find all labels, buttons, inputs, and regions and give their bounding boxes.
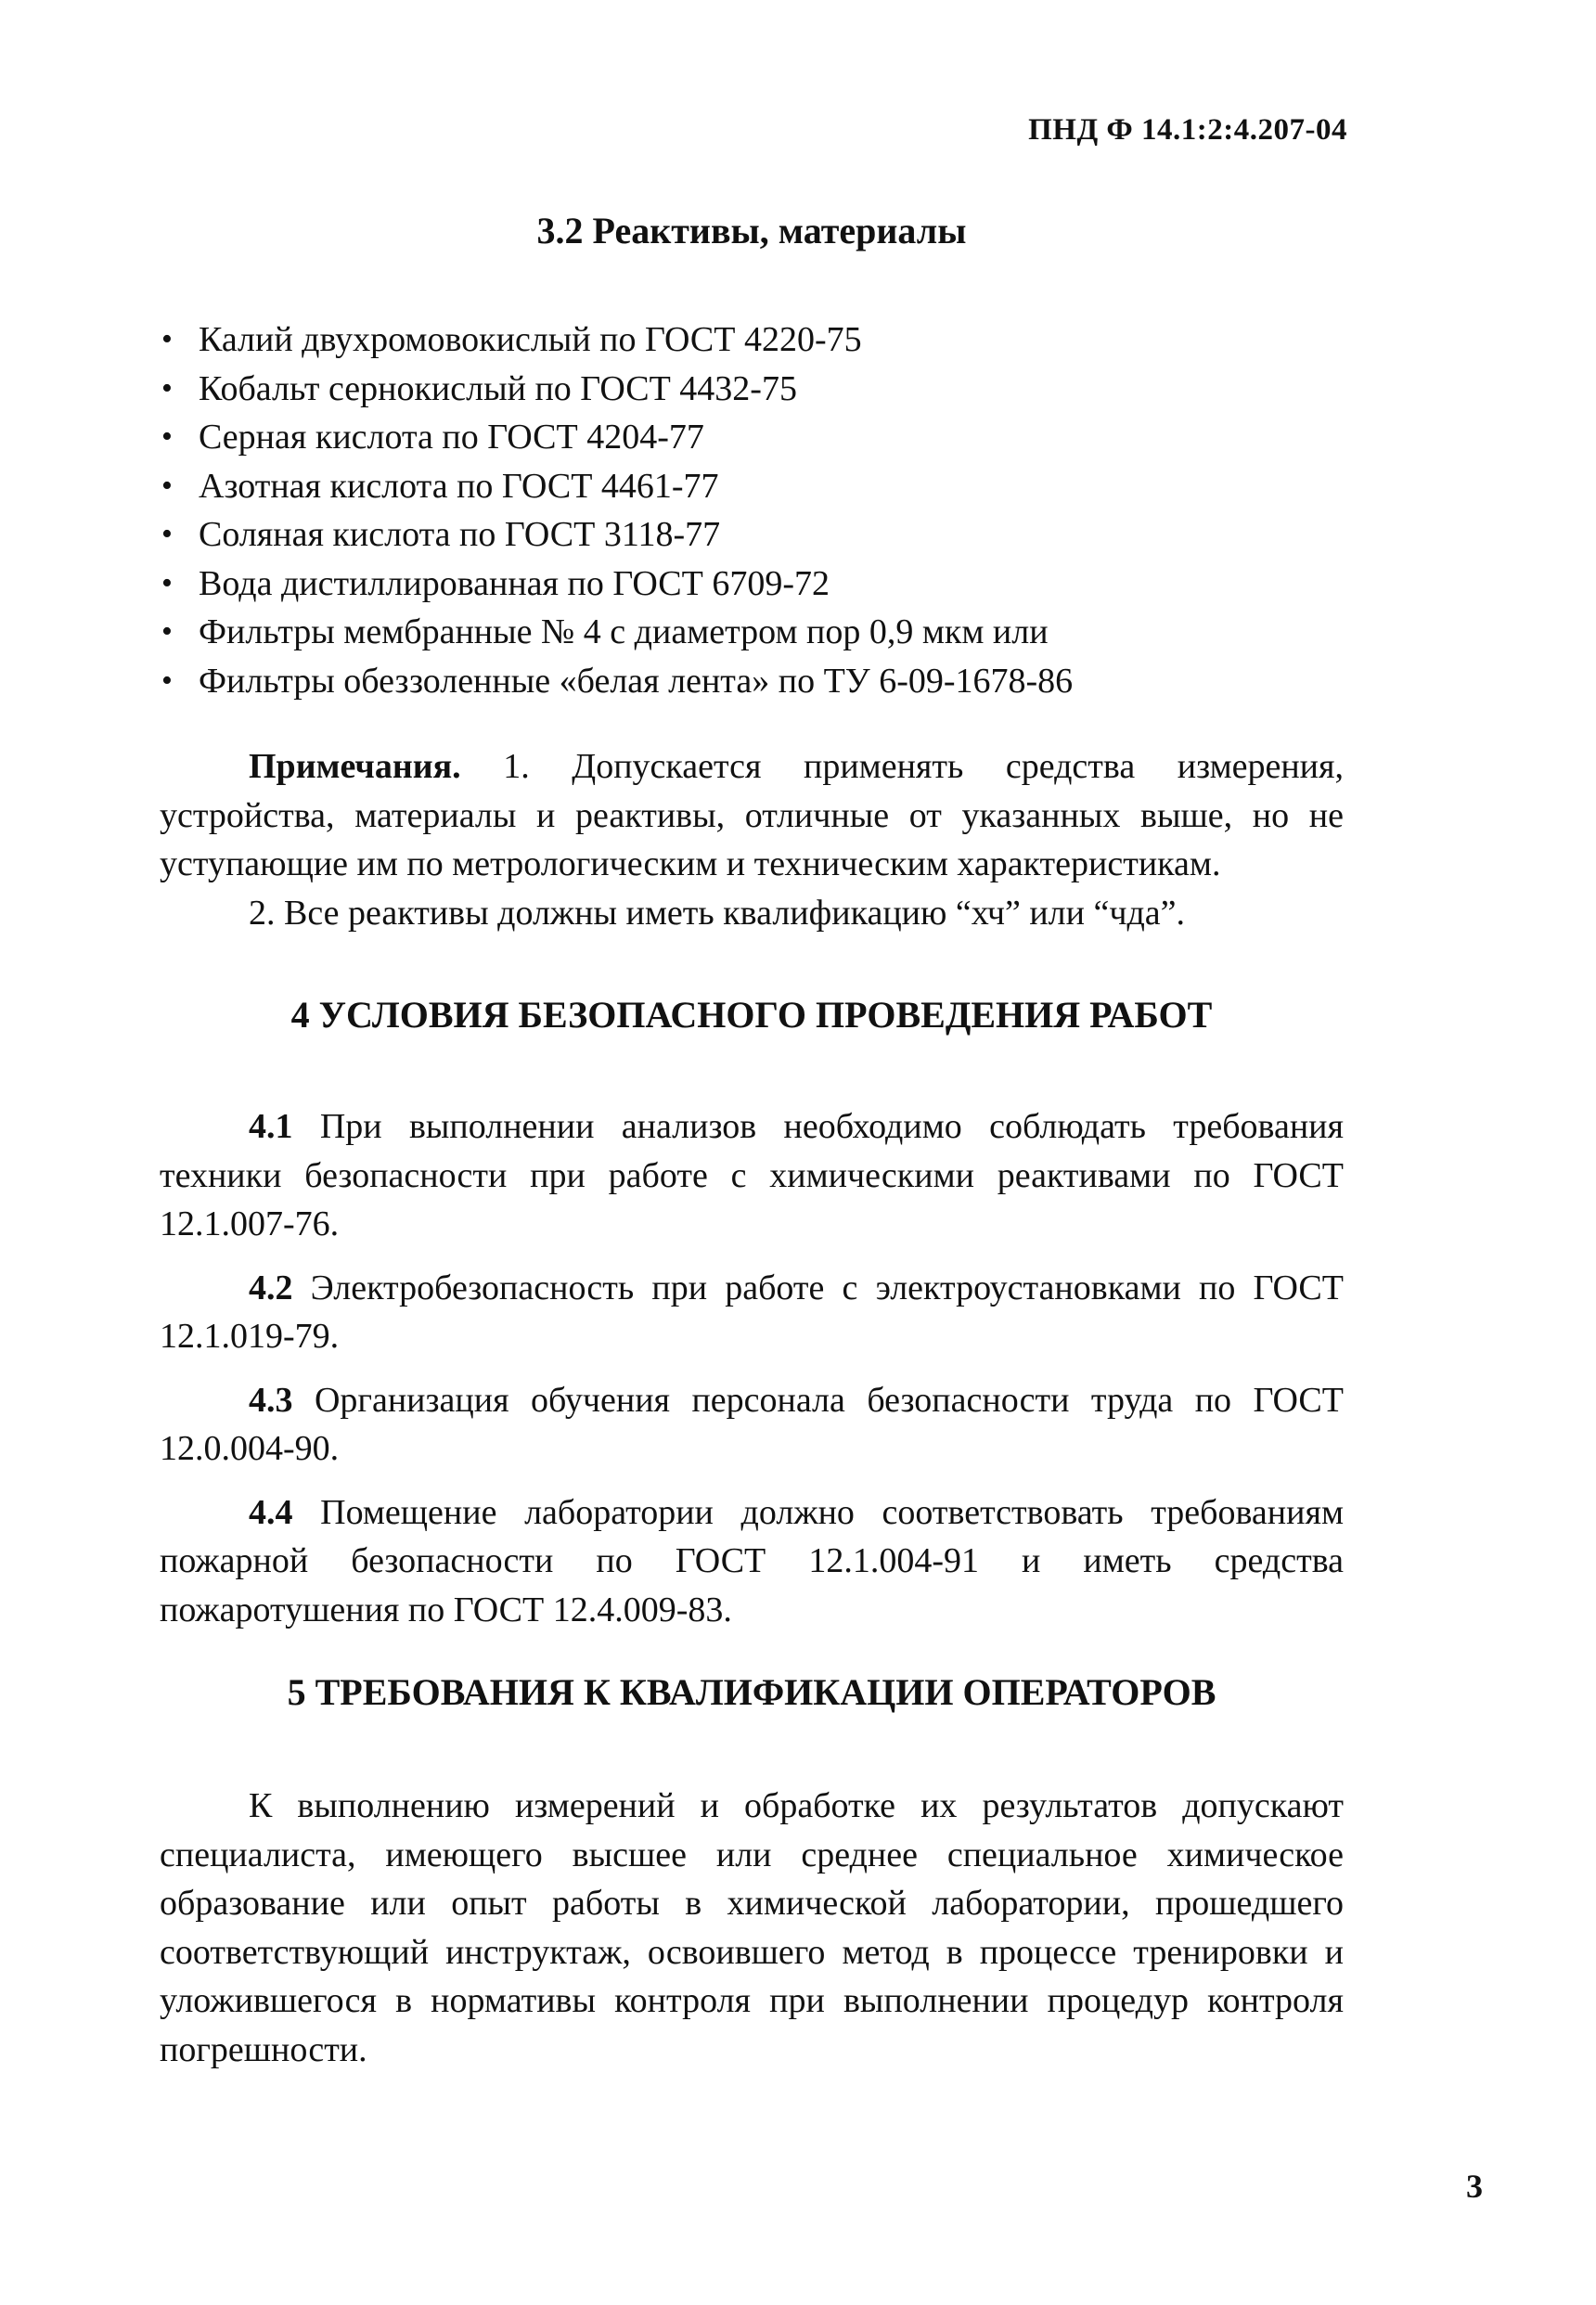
paragraph-4-1 [160, 1102, 1344, 1249]
qualification-text: К выполнению измерений и обработке их результатов допускают специалиста, имеющего высшее или среднее специальное химическое образование или опыт работы в химической лаборатории, прошедшего соответствующий инструктаж, освоившего метод в процессе тренировки и уложившегося в нормативы контроля при выполнении процедур контроля погрешности. [160, 1786, 1344, 2069]
paragraph-4-2 [160, 1264, 1344, 1361]
note-1 [160, 742, 1344, 889]
paragraph-4-4 [160, 1488, 1344, 1635]
list-item: • Калий двухромовокислый по ГОСТ 4220-75 [160, 315, 1073, 365]
list-item: • Соляная кислота по ГОСТ 3118-77 [160, 510, 1073, 560]
notes-label: Примечания. [249, 747, 461, 786]
notes-block [160, 742, 1344, 937]
section-4-title: 4 УСЛОВИЯ БЕЗОПАСНОГО ПРОВЕДЕНИЯ РАБОТ [290, 994, 1213, 1036]
paragraph-text: Помещение лаборатории должно соответствовать требованиям пожарной безопасности по ГОСТ 12.1.004-91 и иметь средства пожаротушения по ГОСТ 12.4.009-83. [160, 1492, 1344, 1629]
note-2: 2. Все реактивы должны иметь квалификацию “хч” или “чда”. [249, 893, 1186, 933]
list-item: • Серная кислота по ГОСТ 4204-77 [160, 413, 1073, 462]
safety-conditions [160, 1102, 1344, 1649]
list-item: • Вода дистиллированная по ГОСТ 6709-72 [160, 560, 1073, 609]
section-5-title: 5 ТРЕБОВАНИЯ К КВАЛИФИКАЦИИ ОПЕРАТОРОВ [287, 1671, 1216, 1713]
paragraph-text: Электробезопасность при работе с электроустановками по ГОСТ 12.1.019-79. [160, 1268, 1344, 1356]
list-item: • Фильтры обеззоленные «белая лента» по ТУ 6-09-1678-86 [160, 657, 1073, 706]
paragraph-number: 4.1 [249, 1107, 293, 1146]
paragraph-text: Организация обучения персонала безопасности труда по ГОСТ 12.0.004-90. [160, 1380, 1344, 1468]
page-number: 3 [1466, 2168, 1483, 2205]
list-item: • Кобальт сернокислый по ГОСТ 4432-75 [160, 365, 1073, 414]
list-item: • Фильтры мембранные № 4 с диаметром пор 0,9 мкм или [160, 608, 1073, 657]
paragraph-number: 4.2 [249, 1268, 293, 1307]
paragraph-4-3 [160, 1376, 1344, 1474]
document-code: ПНД Ф 14.1:2:4.207-04 [1028, 113, 1347, 147]
list-item: • Азотная кислота по ГОСТ 4461-77 [160, 462, 1073, 511]
paragraph-number: 4.4 [249, 1492, 293, 1532]
note-1-text: 1. Допускается применять средства измерения, устройства, материалы и реактивы, отличные от указанных выше, но не уступающие им по метрологическим и техническим характеристикам. [160, 747, 1344, 883]
reagents-list [160, 315, 1073, 705]
operator-qualification [160, 1782, 1344, 2074]
paragraph-text: При выполнении анализов необходимо соблюдать требования техники безопасности при работе с химическими реактивами по ГОСТ 12.1.007-76. [160, 1107, 1344, 1243]
paragraph-number: 4.3 [249, 1380, 293, 1420]
section-3-2-title: 3.2 Реактивы, материалы [536, 210, 967, 251]
